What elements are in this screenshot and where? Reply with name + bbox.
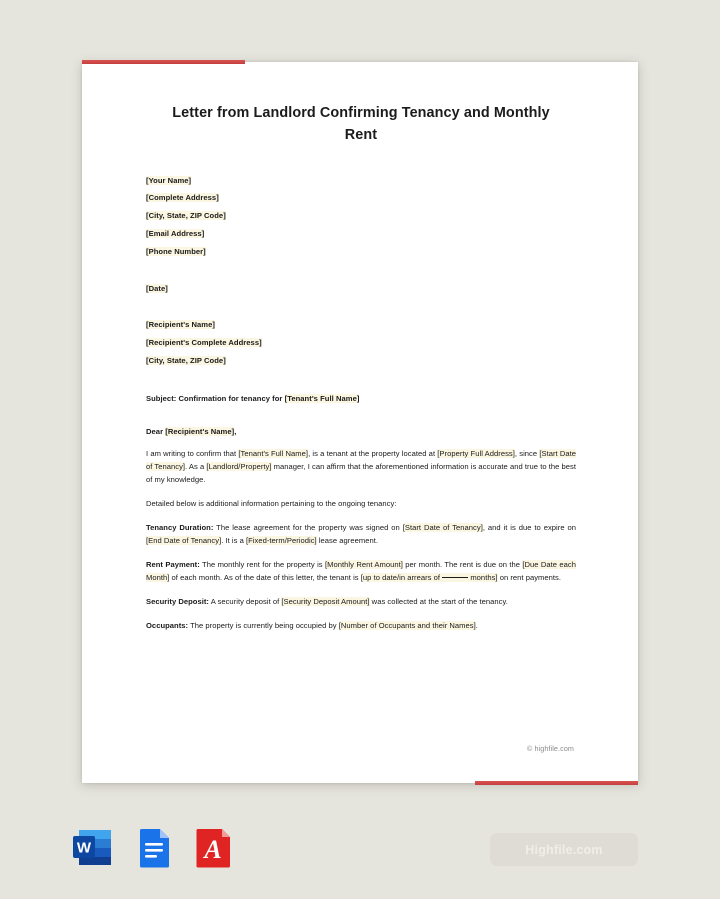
occupants-label: Occupants: [146,621,189,631]
placeholder-property-full-address: [Property Full Address] [437,448,515,458]
pdf-icon[interactable] [190,824,237,871]
placeholder-start-date-of-tenancy: [Start Date of Tenancy] [402,522,483,532]
placeholder-your-name: [Your Name] [146,175,192,185]
placeholder-landlord-property: [Landlord/Property] [206,461,272,471]
tenancy-seg-3: . It is a [221,535,246,545]
placeholder-monthly-rent-amount: [Monthly Rent Amount] [325,559,403,569]
placeholder-city-state-zip: [City, State, ZIP Code] [146,211,226,221]
rent-seg-1: The monthly rent for the property is [199,559,326,569]
sender-line [146,230,576,238]
rent-payment-paragraph [146,558,576,584]
placeholder-arrears [361,573,498,582]
placeholder-email-address: [Email Address] [146,229,205,238]
placeholder-recipient-address: [Recipient's Complete Address] [146,338,262,348]
placeholder-fixed-term-periodic: [Fixed-term/Periodic] [246,535,317,545]
sender-address-block [146,177,576,256]
security-deposit-paragraph [146,595,576,608]
deposit-seg-2: was collected at the start of the tenancy. [369,597,508,607]
tenancy-duration-label: Tenancy Duration: [146,522,214,532]
watermark-text: Highfile.com [525,842,603,857]
intro-seg-4: . As a [185,461,207,471]
security-deposit-label: Security Deposit: [146,597,209,607]
placeholder-number-of-occupants: [Number of Occupants and their Names] [338,621,476,631]
page-title: Letter from Landlord Confirming Tenancy and Monthly Rent [172,105,550,144]
rent-seg-4: on rent payments. [497,573,561,583]
fill-in-blank [442,577,468,578]
occupants-paragraph [146,619,576,632]
tenancy-seg-4: lease agreement. [316,535,378,545]
placeholder-security-deposit-amount: [Security Deposit Amount] [281,597,370,607]
placeholder-complete-address: [Complete Address] [146,193,219,203]
accent-bar-top [82,60,245,64]
intro-paragraph [146,447,576,486]
tenancy-duration-paragraph [146,521,576,547]
placeholder-arrears-suffix: months] [468,573,498,583]
svg-text:A: A [204,835,222,864]
subject-line [146,394,576,403]
occupants-seg-1: The property is currently being occupied by [188,621,339,631]
intro-seg-5: manager, I can affirm that the aforementioned information is accurate and true to the best of my knowledge. [146,461,576,484]
placeholder-date: [Date] [146,283,168,293]
google-docs-icon[interactable] [130,824,177,871]
salutation-line [146,427,576,436]
placeholder-phone-number: [Phone Number] [146,246,206,256]
placeholder-end-date-of-tenancy: [End Date of Tenancy] [146,535,222,545]
copyright-credit: © highfile.com [526,744,574,753]
recipient-line [146,339,576,347]
placeholder-tenant-full-name: [Tenant's Full Name] [238,448,309,458]
watermark-badge [490,833,638,866]
salutation-prefix: Dear [146,426,166,436]
document-content [146,102,576,643]
spacer [146,266,576,285]
intro-seg-1: I am writing to confirm that [146,448,239,458]
recipient-address-block [146,321,576,364]
salutation-suffix: , [234,426,237,436]
svg-text:W: W [76,839,92,857]
format-icons-group [70,824,237,871]
placeholder-recipient-name-salutation: [Recipient's Name] [165,426,235,436]
sender-line [146,194,576,202]
date-line [146,285,576,293]
recipient-line [146,321,576,329]
spacer [146,302,576,321]
rent-seg-3: of each month. As of the date of this letter, the tenant is [169,573,361,583]
placeholder-due-date-each-month: [Due Date each Month] [146,559,577,583]
sender-line [146,248,576,256]
placeholder-arrears-prefix: [up to date/in arrears of [360,573,443,583]
accent-bar-bottom [475,781,638,785]
placeholder-recipient-name: [Recipient's Name] [146,320,215,330]
word-icon[interactable] [70,824,117,871]
bottom-bar [0,810,720,890]
tenancy-seg-2: , and it is due to expire on [482,522,576,532]
placeholder-start-date-of-tenancy: [Start Date of Tenancy] [146,448,577,471]
placeholder-tenant-full-name: [Tenant's Full Name] [284,393,360,403]
occupants-seg-2: . [475,621,478,631]
recipient-line [146,357,576,365]
spacer [146,375,576,394]
subject-prefix: Subject: Confirmation for tenancy for [146,393,285,403]
sender-line [146,212,576,220]
rent-payment-label: Rent Payment: [146,559,200,569]
intro-seg-3: , since [514,448,540,458]
document-page [82,62,638,783]
rent-seg-2: per month. The rent is due on the [402,559,523,569]
tenancy-seg-1: The lease agreement for the property was signed on [213,522,403,532]
intro-seg-2: , is a tenant at the property located at [308,448,438,458]
sender-line [146,177,576,185]
deposit-seg-1: A security deposit of [208,597,282,607]
detail-intro-paragraph: Detailed below is additional information pertaining to the ongoing tenancy: [146,498,397,508]
placeholder-recipient-city-state-zip: [City, State, ZIP Code] [146,355,226,365]
